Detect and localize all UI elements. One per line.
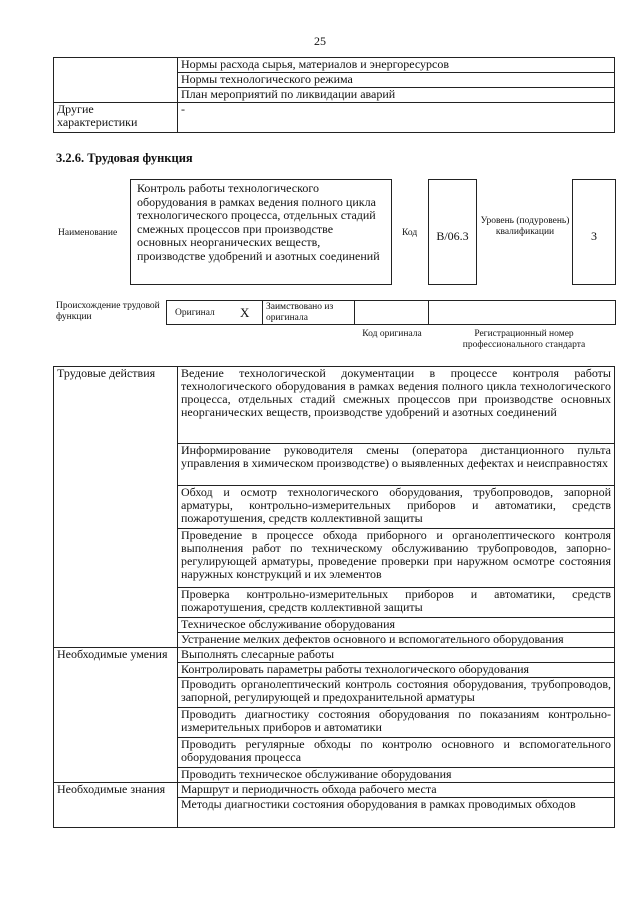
top-table-row: Нормы технологического режима — [178, 73, 615, 88]
skill-item: Проводить техническое обслуживание оборудования — [178, 768, 615, 783]
action-item: Обход и осмотр технологического оборудования, трубопроводов, запорной арматуры, контрольно-измерительных приборов и автоматики, средств пожаротушения, средств коллективной защиты — [178, 486, 615, 529]
original-mark: X — [240, 305, 250, 320]
top-table-row: План мероприятий по ликвидации аварий — [178, 88, 615, 103]
top-table-empty-cell — [54, 58, 178, 103]
knowledge-label: Необходимые знания — [54, 783, 178, 828]
skill-item: Проводить органолептический контроль состояния оборудования, трубопроводов, запорной, регулирующей и предохранительной арматуры — [178, 678, 615, 708]
level-value-box: 3 — [572, 179, 616, 285]
action-item: Проверка контрольно-измерительных приборов и автоматики, средств пожаротушения, средств коллективной защиты — [178, 588, 615, 618]
skill-item: Проводить диагностику состояния оборудования по показаниям контрольно-измерительных приборов и автоматики — [178, 708, 615, 738]
skill-item: Контролировать параметры работы технологического оборудования — [178, 663, 615, 678]
other-characteristics-label: Другие характеристики — [54, 103, 178, 133]
origin-label: Происхождение трудовой функции — [56, 301, 160, 322]
function-name-box: Контроль работы технологического оборудования в рамках ведения полного цикла технологического процесса, отдельных стадий смежных процессов при производстве основных неорганических веществ, производстве удобрений и азотных соединений — [130, 179, 392, 285]
action-item: Устранение мелких дефектов основного и вспомогательного оборудования — [178, 633, 615, 648]
code-value-box: В/06.3 — [428, 179, 477, 285]
origin-divider — [262, 300, 263, 325]
borrowed-label: Заимствовано из оригинала — [266, 302, 334, 323]
top-table — [53, 57, 615, 133]
code-label: Код — [402, 228, 418, 238]
skill-item: Выполнять слесарные работы — [178, 648, 615, 663]
level-label: Уровень (подуровень) квалификации — [480, 216, 570, 237]
knowledge-item: Маршрут и периодичность обхода рабочего места — [178, 783, 615, 798]
skill-item: Проводить регулярные обходы по контролю основного и вспомогательного оборудования процесса — [178, 738, 615, 768]
other-characteristics-value: - — [178, 103, 615, 133]
name-label: Наименование — [58, 228, 118, 238]
top-table-row: Нормы расхода сырья, материалов и энергоресурсов — [178, 58, 615, 73]
origin-box — [166, 300, 616, 325]
action-item: Информирование руководителя смены (оператора дистанционного пульта управления в химическом производстве) о выявленных дефектах и неисправностях — [178, 444, 615, 486]
action-item: Проведение в процессе обхода приборного и органолептического контроля выполнения работ по техническому обслуживанию трубопроводов, запорно-регулирующей арматуры, проведение проверки при наружном осмотре состояния наружных конструкций и их элементов — [178, 529, 615, 588]
origin-divider — [428, 300, 429, 325]
reg-number-caption: Регистрационный номер профессионального стандарта — [462, 329, 586, 350]
skills-label: Необходимые умения — [54, 648, 178, 783]
main-table — [53, 366, 615, 828]
original-label: Оригинал — [175, 308, 215, 318]
origin-divider — [354, 300, 355, 325]
action-item: Ведение технологической документации в процессе контроля работы технологического оборудования в рамках ведения полного цикла технологического процесса, отдельных стадий смежных процессов при производстве основных неорганических веществ, производстве удобрений и азотных соединений — [178, 367, 615, 444]
page-number: 25 — [314, 34, 326, 48]
actions-label: Трудовые действия — [54, 367, 178, 648]
knowledge-item: Методы диагностики состояния оборудования в рамках проводимых обходов — [178, 798, 615, 828]
action-item: Техническое обслуживание оборудования — [178, 618, 615, 633]
section-heading: 3.2.6. Трудовая функция — [56, 151, 193, 165]
code-original-caption: Код оригинала — [362, 329, 422, 339]
